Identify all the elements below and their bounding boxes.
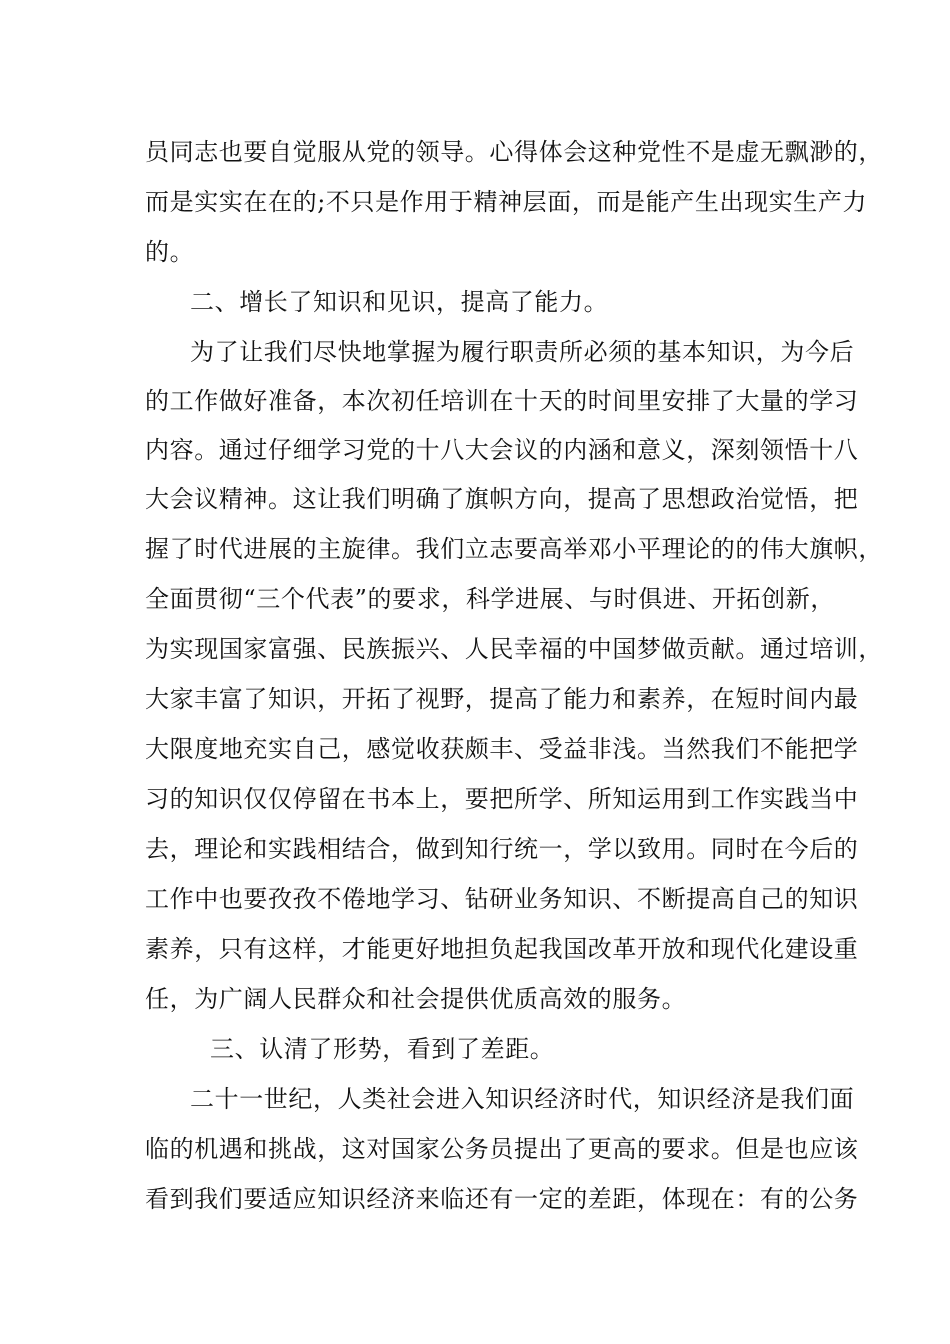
text-line: 看到我们要适应知识经济来临还有一定的差距，体现在：有的公务 (145, 1185, 859, 1213)
text-line: 习的知识仅仅停留在书本上，要把所学、所知运用到工作实践当中 (145, 785, 859, 813)
text-line: 而是实实在在的;不只是作用于精神层面，而是能产生出现实生产力 (145, 188, 868, 216)
section-heading: 三、认清了形势，看到了差距。 (210, 1035, 555, 1063)
text-line: 全面贯彻“三个代表”的要求，科学进展、与时俱进、开拓创新， (145, 585, 835, 613)
text-line: 大家丰富了知识，开拓了视野，提高了能力和素养，在短时间内最 (145, 685, 859, 713)
text-line: 为实现国家富强、民族振兴、人民幸福的中国梦做贡献。通过培训， (145, 635, 883, 663)
text-line: 任，为广阔人民群众和社会提供优质高效的服务。 (145, 985, 687, 1013)
text-line: 大会议精神。这让我们明确了旗帜方向，提高了思想政治觉悟，把 (145, 485, 859, 513)
text-line: 的工作做好准备，本次初任培训在十天的时间里安排了大量的学习 (145, 387, 859, 415)
text-line: 员同志也要自觉服从党的领导。心得体会这种党性不是虚无飘渺的， (145, 138, 883, 166)
text-line: 握了时代进展的主旋律。我们立志要高举邓小平理论的的伟大旗帜， (145, 535, 883, 563)
text-line: 为了让我们尽快地掌握为履行职责所必须的基本知识，为今后 (190, 338, 855, 366)
text-line: 二十一世纪，人类社会进入知识经济时代，知识经济是我们面 (190, 1085, 855, 1113)
text-line: 的。 (145, 238, 195, 266)
text-line: 素养，只有这样，才能更好地担负起我国改革开放和现代化建设重 (145, 935, 859, 963)
text-line: 临的机遇和挑战，这对国家公务员提出了更高的要求。但是也应该 (145, 1135, 859, 1163)
text-line: 工作中也要孜孜不倦地学习、钻研业务知识、不断提高自己的知识 (145, 885, 859, 913)
text-line: 内容。通过仔细学习党的十八大会议的内涵和意义，深刻领悟十八 (145, 436, 859, 464)
text-line: 大限度地充实自己，感觉收获颇丰、受益非浅。当然我们不能把学 (145, 735, 859, 763)
text-line: 去，理论和实践相结合，做到知行统一，学以致用。同时在今后的 (145, 835, 859, 863)
section-heading: 二、增长了知识和见识，提高了能力。 (190, 288, 609, 316)
